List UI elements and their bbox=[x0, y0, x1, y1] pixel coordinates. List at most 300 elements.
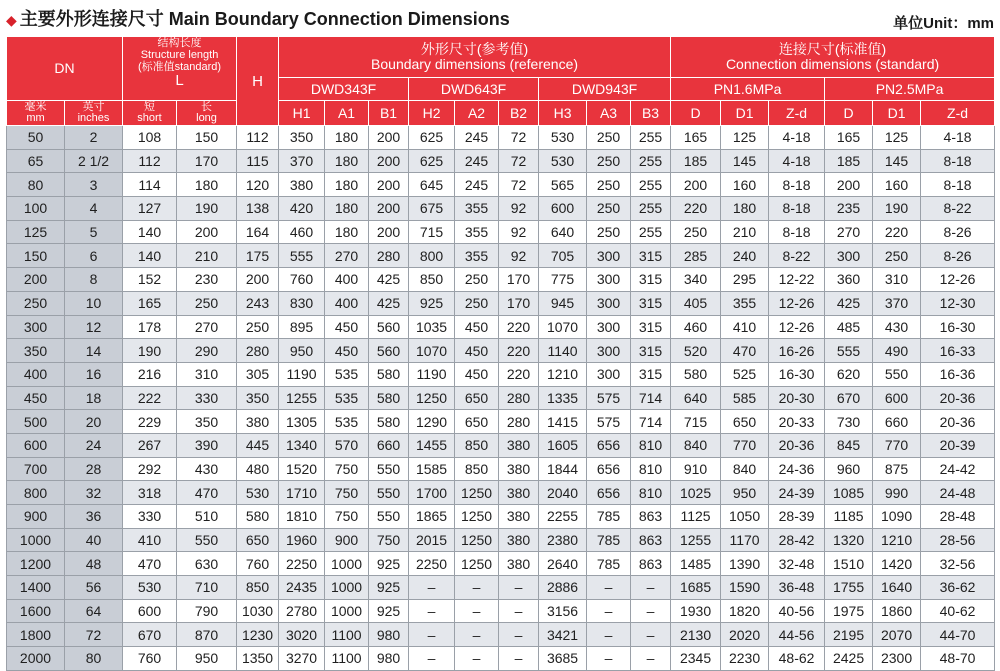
table-row bbox=[7, 220, 995, 244]
table-cell: 660 bbox=[369, 433, 409, 457]
table-cell: 700 bbox=[7, 457, 65, 481]
boundary-cn: 外形尺寸(参考值) bbox=[420, 41, 529, 57]
table-cell: 160 bbox=[873, 173, 921, 197]
table-cell: 250 bbox=[455, 291, 499, 315]
table-cell: – bbox=[409, 576, 455, 600]
table-cell: 250 bbox=[671, 220, 721, 244]
table-cell: 200 bbox=[177, 220, 237, 244]
table-cell: 945 bbox=[539, 291, 587, 315]
table-cell: 12-26 bbox=[769, 291, 825, 315]
table-cell: 220 bbox=[499, 362, 539, 386]
table-cell: 1930 bbox=[671, 599, 721, 623]
table-cell: 115 bbox=[237, 149, 279, 173]
table-row bbox=[7, 433, 995, 457]
table-cell: 16-33 bbox=[921, 339, 995, 363]
table-cell: 200 bbox=[369, 126, 409, 150]
structure-cn: 结构长度 bbox=[157, 37, 202, 49]
table-cell: 255 bbox=[631, 126, 671, 150]
table-cell: 430 bbox=[873, 315, 921, 339]
table-cell: – bbox=[455, 576, 499, 600]
table-cell: 1485 bbox=[671, 552, 721, 576]
table-cell: 1125 bbox=[671, 505, 721, 529]
table-cell: 1250 bbox=[455, 552, 499, 576]
table-cell: 220 bbox=[671, 197, 721, 221]
table-cell: 8-18 bbox=[921, 173, 995, 197]
table-cell: 1000 bbox=[325, 552, 369, 576]
table-cell: 250 bbox=[587, 126, 631, 150]
table-cell: 20-33 bbox=[769, 410, 825, 434]
table-cell: 20-30 bbox=[769, 386, 825, 410]
table-cell: 12-26 bbox=[769, 315, 825, 339]
table-row bbox=[7, 647, 995, 671]
table-cell: 245 bbox=[455, 126, 499, 150]
table-cell: 630 bbox=[177, 552, 237, 576]
table-row bbox=[7, 505, 995, 529]
table-cell: 895 bbox=[279, 315, 325, 339]
table-cell: – bbox=[409, 647, 455, 671]
table-cell: 5 bbox=[65, 220, 123, 244]
table-cell: – bbox=[631, 623, 671, 647]
table-cell: 114 bbox=[123, 173, 177, 197]
table-cell: 355 bbox=[455, 220, 499, 244]
table-cell: 300 bbox=[587, 291, 631, 315]
structure-std: (标准值standard) bbox=[137, 61, 222, 73]
table-cell: 1190 bbox=[279, 362, 325, 386]
table-cell: 4-18 bbox=[921, 126, 995, 150]
table-cell: 2780 bbox=[279, 599, 325, 623]
table-cell: 580 bbox=[369, 410, 409, 434]
table-cell: 660 bbox=[873, 410, 921, 434]
table-cell: 16-30 bbox=[921, 315, 995, 339]
table-cell: 3 bbox=[65, 173, 123, 197]
table-cell: 450 bbox=[325, 315, 369, 339]
table-cell: 800 bbox=[7, 481, 65, 505]
table-cell: 10 bbox=[65, 291, 123, 315]
table-cell: 200 bbox=[237, 268, 279, 292]
table-cell: – bbox=[499, 576, 539, 600]
table-cell: 715 bbox=[409, 220, 455, 244]
table-cell: 145 bbox=[873, 149, 921, 173]
connection-cn: 连接尺寸(标准值) bbox=[778, 41, 887, 57]
table-cell: – bbox=[587, 623, 631, 647]
table-cell: 380 bbox=[499, 528, 539, 552]
table-cell: 1290 bbox=[409, 410, 455, 434]
table-cell: 243 bbox=[237, 291, 279, 315]
table-cell: 1255 bbox=[671, 528, 721, 552]
table-row bbox=[7, 599, 995, 623]
table-cell: 270 bbox=[325, 244, 369, 268]
table-cell: 645 bbox=[409, 173, 455, 197]
table-cell: 280 bbox=[369, 244, 409, 268]
table-cell: 48 bbox=[65, 552, 123, 576]
table-cell: 850 bbox=[455, 433, 499, 457]
table-cell: 960 bbox=[825, 457, 873, 481]
table-cell: 980 bbox=[369, 623, 409, 647]
table-cell: 28-56 bbox=[921, 528, 995, 552]
table-cell: 450 bbox=[455, 362, 499, 386]
table-cell: 900 bbox=[7, 505, 65, 529]
table-row bbox=[7, 481, 995, 505]
table-cell: 1140 bbox=[539, 339, 587, 363]
table-cell: 360 bbox=[825, 268, 873, 292]
table-cell: 280 bbox=[499, 386, 539, 410]
table-cell: 112 bbox=[237, 126, 279, 150]
table-cell: 1510 bbox=[825, 552, 873, 576]
table-cell: 3421 bbox=[539, 623, 587, 647]
table-cell: 240 bbox=[721, 244, 769, 268]
table-cell: 650 bbox=[455, 410, 499, 434]
table-cell: 525 bbox=[721, 362, 769, 386]
table-cell: 760 bbox=[123, 647, 177, 671]
table-cell: 40 bbox=[65, 528, 123, 552]
table-cell: 750 bbox=[325, 505, 369, 529]
table-cell: 2070 bbox=[873, 623, 921, 647]
structure-length-header bbox=[123, 37, 237, 101]
table-cell: 170 bbox=[499, 291, 539, 315]
table-cell: 250 bbox=[455, 268, 499, 292]
table-cell: 318 bbox=[123, 481, 177, 505]
table-cell: 470 bbox=[177, 481, 237, 505]
table-cell: 625 bbox=[409, 126, 455, 150]
table-cell: 1960 bbox=[279, 528, 325, 552]
table-cell: 108 bbox=[123, 126, 177, 150]
table-body bbox=[7, 126, 995, 671]
table-cell: 640 bbox=[539, 220, 587, 244]
table-row bbox=[7, 576, 995, 600]
table-cell: 800 bbox=[409, 244, 455, 268]
table-cell: 8-22 bbox=[769, 244, 825, 268]
table-cell: 200 bbox=[369, 220, 409, 244]
table-cell: 200 bbox=[369, 149, 409, 173]
table-cell: 1025 bbox=[671, 481, 721, 505]
table-cell: 1000 bbox=[7, 528, 65, 552]
table-cell: 200 bbox=[825, 173, 873, 197]
table-cell: 2230 bbox=[721, 647, 769, 671]
table-cell: 560 bbox=[369, 315, 409, 339]
table-cell: 450 bbox=[455, 315, 499, 339]
table-cell: 520 bbox=[671, 339, 721, 363]
table-cell: 245 bbox=[455, 149, 499, 173]
table-cell: 125 bbox=[7, 220, 65, 244]
table-cell: 2345 bbox=[671, 647, 721, 671]
table-row bbox=[7, 126, 995, 150]
h3-header: H3 bbox=[539, 101, 587, 126]
table-cell: 650 bbox=[721, 410, 769, 434]
table-cell: 2300 bbox=[873, 647, 921, 671]
table-cell: 1050 bbox=[721, 505, 769, 529]
table-cell: 216 bbox=[123, 362, 177, 386]
table-cell: 40-62 bbox=[921, 599, 995, 623]
table-cell: 355 bbox=[455, 197, 499, 221]
table-cell: 1400 bbox=[7, 576, 65, 600]
table-cell: 180 bbox=[325, 126, 369, 150]
table-cell: 560 bbox=[369, 339, 409, 363]
table-cell: 4 bbox=[65, 197, 123, 221]
mm-header: 毫米 mm bbox=[7, 101, 65, 126]
table-cell: 575 bbox=[587, 410, 631, 434]
table-cell: 1090 bbox=[873, 505, 921, 529]
table-cell: 12-30 bbox=[921, 291, 995, 315]
table-cell: 100 bbox=[7, 197, 65, 221]
table-cell: 8-18 bbox=[921, 149, 995, 173]
table-cell: – bbox=[631, 647, 671, 671]
table-cell: 220 bbox=[499, 339, 539, 363]
table-cell: 48-62 bbox=[769, 647, 825, 671]
table-cell: 400 bbox=[325, 291, 369, 315]
table-cell: 170 bbox=[499, 268, 539, 292]
table-cell: – bbox=[587, 599, 631, 623]
table-cell: 310 bbox=[177, 362, 237, 386]
table-cell: 1320 bbox=[825, 528, 873, 552]
table-cell: 185 bbox=[671, 149, 721, 173]
table-cell: 250 bbox=[587, 149, 631, 173]
table-cell: 1185 bbox=[825, 505, 873, 529]
table-cell: 140 bbox=[123, 244, 177, 268]
table-row bbox=[7, 149, 995, 173]
table-cell: 300 bbox=[7, 315, 65, 339]
unit-label: 单位Unit：mm bbox=[893, 15, 994, 32]
table-cell: 315 bbox=[631, 315, 671, 339]
table-cell: 18 bbox=[65, 386, 123, 410]
table-cell: 190 bbox=[873, 197, 921, 221]
table-cell: 40-56 bbox=[769, 599, 825, 623]
table-cell: 12 bbox=[65, 315, 123, 339]
table-cell: 138 bbox=[237, 197, 279, 221]
table-cell: 16 bbox=[65, 362, 123, 386]
table-cell: 1975 bbox=[825, 599, 873, 623]
table-cell: 164 bbox=[237, 220, 279, 244]
table-cell: 730 bbox=[825, 410, 873, 434]
table-cell: 1250 bbox=[455, 481, 499, 505]
table-cell: 1210 bbox=[539, 362, 587, 386]
table-cell: 280 bbox=[237, 339, 279, 363]
table-cell: 460 bbox=[279, 220, 325, 244]
table-cell: 2886 bbox=[539, 576, 587, 600]
table-cell: 315 bbox=[631, 362, 671, 386]
table-cell: 840 bbox=[721, 457, 769, 481]
table-cell: 32 bbox=[65, 481, 123, 505]
table-cell: 863 bbox=[631, 552, 671, 576]
table-cell: 445 bbox=[237, 433, 279, 457]
table-cell: 925 bbox=[369, 552, 409, 576]
table-cell: 530 bbox=[237, 481, 279, 505]
d-header-pn16: D bbox=[671, 101, 721, 126]
table-cell: 48-70 bbox=[921, 647, 995, 671]
table-cell: 425 bbox=[369, 291, 409, 315]
table-cell: 2 bbox=[65, 126, 123, 150]
table-row bbox=[7, 291, 995, 315]
table-cell: 580 bbox=[369, 386, 409, 410]
table-cell: 870 bbox=[177, 623, 237, 647]
table-cell: 220 bbox=[873, 220, 921, 244]
table-cell: 430 bbox=[177, 457, 237, 481]
table-cell: 1390 bbox=[721, 552, 769, 576]
table-cell: 410 bbox=[721, 315, 769, 339]
table-cell: 2020 bbox=[721, 623, 769, 647]
table-cell: 315 bbox=[631, 268, 671, 292]
table-cell: – bbox=[455, 599, 499, 623]
table-cell: 180 bbox=[325, 149, 369, 173]
table-row bbox=[7, 386, 995, 410]
table-cell: 810 bbox=[631, 457, 671, 481]
table-cell: 380 bbox=[499, 481, 539, 505]
dwd343f-header: DWD343F bbox=[279, 78, 409, 101]
inches-header: 英寸 inches bbox=[65, 101, 123, 126]
table-cell: 4-18 bbox=[769, 126, 825, 150]
h1-header: H1 bbox=[279, 101, 325, 126]
table-row bbox=[7, 457, 995, 481]
table-cell: 480 bbox=[237, 457, 279, 481]
table-cell: 1100 bbox=[325, 623, 369, 647]
table-cell: 785 bbox=[587, 552, 631, 576]
table-cell: 180 bbox=[325, 197, 369, 221]
table-cell: – bbox=[409, 623, 455, 647]
table-cell: 1590 bbox=[721, 576, 769, 600]
table-cell: 650 bbox=[237, 528, 279, 552]
table-cell: – bbox=[631, 599, 671, 623]
table-cell: 714 bbox=[631, 386, 671, 410]
table-cell: 36 bbox=[65, 505, 123, 529]
table-cell: 310 bbox=[873, 268, 921, 292]
table-cell: 1305 bbox=[279, 410, 325, 434]
table-cell: 305 bbox=[237, 362, 279, 386]
table-cell: 770 bbox=[721, 433, 769, 457]
table-cell: 2015 bbox=[409, 528, 455, 552]
table-row bbox=[7, 244, 995, 268]
structure-en: Structure length bbox=[140, 49, 219, 61]
table-cell: 950 bbox=[279, 339, 325, 363]
table-cell: 8-22 bbox=[921, 197, 995, 221]
dimensions-table bbox=[6, 36, 995, 671]
b2-header: B2 bbox=[499, 101, 539, 126]
table-cell: 270 bbox=[177, 315, 237, 339]
table-cell: 565 bbox=[539, 173, 587, 197]
table-cell: 425 bbox=[825, 291, 873, 315]
table-cell: 715 bbox=[671, 410, 721, 434]
table-cell: 300 bbox=[587, 268, 631, 292]
table-cell: 80 bbox=[65, 647, 123, 671]
table-cell: 1800 bbox=[7, 623, 65, 647]
a1-header: A1 bbox=[325, 101, 369, 126]
table-cell: 620 bbox=[825, 362, 873, 386]
table-cell: 1085 bbox=[825, 481, 873, 505]
table-cell: 44-56 bbox=[769, 623, 825, 647]
connection-en: Connection dimensions (standard) bbox=[725, 56, 940, 72]
table-cell: 380 bbox=[499, 457, 539, 481]
table-cell: 770 bbox=[873, 433, 921, 457]
table-cell: 570 bbox=[325, 433, 369, 457]
table-cell: 845 bbox=[825, 433, 873, 457]
table-cell: 229 bbox=[123, 410, 177, 434]
table-cell: 2130 bbox=[671, 623, 721, 647]
table-cell: 714 bbox=[631, 410, 671, 434]
table-cell: 355 bbox=[721, 291, 769, 315]
table-cell: 2255 bbox=[539, 505, 587, 529]
short-header: 短 short bbox=[123, 101, 177, 126]
table-row bbox=[7, 623, 995, 647]
table-cell: 550 bbox=[369, 457, 409, 481]
table-cell: 250 bbox=[587, 220, 631, 244]
table-cell: 760 bbox=[279, 268, 325, 292]
table-cell: 20-36 bbox=[921, 410, 995, 434]
table-cell: 550 bbox=[369, 505, 409, 529]
table-cell: 840 bbox=[671, 433, 721, 457]
table-cell: 340 bbox=[671, 268, 721, 292]
table-cell: 3020 bbox=[279, 623, 325, 647]
table-cell: 4-18 bbox=[769, 149, 825, 173]
h2-header: H2 bbox=[409, 101, 455, 126]
table-cell: 8-26 bbox=[921, 220, 995, 244]
table-cell: 2640 bbox=[539, 552, 587, 576]
table-cell: 56 bbox=[65, 576, 123, 600]
table-cell: 28-39 bbox=[769, 505, 825, 529]
table-cell: 255 bbox=[631, 149, 671, 173]
table-cell: 2040 bbox=[539, 481, 587, 505]
table-cell: 400 bbox=[7, 362, 65, 386]
table-cell: – bbox=[499, 599, 539, 623]
table-cell: 24-48 bbox=[921, 481, 995, 505]
table-cell: 160 bbox=[721, 173, 769, 197]
table-cell: 1340 bbox=[279, 433, 325, 457]
table-cell: 925 bbox=[369, 599, 409, 623]
title-bar bbox=[6, 6, 994, 32]
b1-header: B1 bbox=[369, 101, 409, 126]
table-cell: 775 bbox=[539, 268, 587, 292]
table-row bbox=[7, 552, 995, 576]
table-cell: 20-36 bbox=[769, 433, 825, 457]
table-cell: 32-56 bbox=[921, 552, 995, 576]
table-cell: 300 bbox=[825, 244, 873, 268]
table-cell: 575 bbox=[587, 386, 631, 410]
table-cell: 170 bbox=[177, 149, 237, 173]
table-cell: 850 bbox=[409, 268, 455, 292]
table-cell: 1100 bbox=[325, 647, 369, 671]
table-cell: 1640 bbox=[873, 576, 921, 600]
table-cell: 165 bbox=[671, 126, 721, 150]
table-cell: 165 bbox=[123, 291, 177, 315]
table-cell: 900 bbox=[325, 528, 369, 552]
table-cell: 150 bbox=[7, 244, 65, 268]
table-cell: 8-26 bbox=[921, 244, 995, 268]
table-cell: – bbox=[587, 576, 631, 600]
table-cell: 750 bbox=[369, 528, 409, 552]
table-cell: 990 bbox=[873, 481, 921, 505]
table-cell: 1810 bbox=[279, 505, 325, 529]
table-cell: 925 bbox=[369, 576, 409, 600]
table-cell: 330 bbox=[123, 505, 177, 529]
table-cell: 112 bbox=[123, 149, 177, 173]
table-cell: 380 bbox=[499, 505, 539, 529]
d1-header-pn25: D1 bbox=[873, 101, 921, 126]
table-cell: 72 bbox=[499, 126, 539, 150]
table-cell: 16-26 bbox=[769, 339, 825, 363]
table-cell: 1420 bbox=[873, 552, 921, 576]
table-cell: 250 bbox=[177, 291, 237, 315]
table-cell: 640 bbox=[671, 386, 721, 410]
table-cell: 460 bbox=[671, 315, 721, 339]
table-cell: 28-48 bbox=[921, 505, 995, 529]
table-cell: 580 bbox=[369, 362, 409, 386]
connection-header bbox=[671, 37, 995, 78]
table-cell: 580 bbox=[237, 505, 279, 529]
long-header: 长 long bbox=[177, 101, 237, 126]
table-cell: 44-70 bbox=[921, 623, 995, 647]
table-cell: 178 bbox=[123, 315, 177, 339]
zd-header-pn25: Z-d bbox=[921, 101, 995, 126]
table-cell: 290 bbox=[177, 339, 237, 363]
table-cell: 1700 bbox=[409, 481, 455, 505]
table-cell: 1170 bbox=[721, 528, 769, 552]
